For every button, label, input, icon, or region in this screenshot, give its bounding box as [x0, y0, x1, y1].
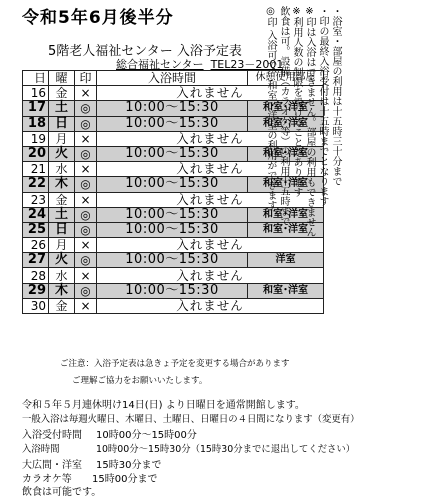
- center-tel: TEL23－2001: [210, 58, 284, 71]
- notice-line-2: ご理解ご協力をお願いいたします。: [72, 376, 208, 386]
- header-mark: 印: [75, 71, 97, 86]
- hall-value: 15時30分まで: [96, 460, 162, 471]
- dow-cell: 金: [49, 192, 75, 207]
- time-cell: 10:00～15:30: [97, 146, 248, 161]
- info-food: 飲食は可能です。: [22, 487, 102, 498]
- room-cell: 和室･洋室: [248, 101, 324, 116]
- center-name: 総合福祉センター: [116, 58, 204, 71]
- side-note-4: ※利用人数の制限を設けることがあります: [291, 6, 302, 197]
- header-room: 休憩使用部屋: [248, 71, 324, 86]
- day-cell: 20: [23, 146, 49, 161]
- side-note-2: ・印の最終入浴受付は十五時までとなります: [317, 6, 328, 206]
- info-line-2: 一般入浴は毎週火曜日、木曜日、土曜日、日曜日の４日間になります（変更有）: [22, 414, 360, 425]
- day-cell: 27: [23, 253, 49, 268]
- time-cell: 10:00～15:30: [97, 253, 248, 268]
- header-time: 入浴時間: [97, 71, 248, 86]
- table-row: [23, 268, 324, 283]
- info-line-1: 令和５年５月連休明け14日(日) より日曜日を通常開館します。: [22, 400, 305, 411]
- day-cell: 22: [23, 177, 49, 192]
- dow-cell: 月: [49, 131, 75, 146]
- dow-cell: 火: [49, 146, 75, 161]
- mark-cell: ◎: [75, 116, 97, 131]
- karaoke-label: カラオケ等: [22, 474, 72, 485]
- room-cell: 和室･洋室: [248, 116, 324, 131]
- info-hall: [22, 456, 161, 471]
- closed-cell: 入れません: [97, 298, 324, 313]
- mark-cell: ◎: [75, 253, 97, 268]
- hall-label: 大広間・洋室: [22, 460, 82, 471]
- table-row: [23, 283, 324, 298]
- karaoke-value: 15時00分まで: [92, 474, 158, 485]
- room-cell: 和室･洋室: [248, 177, 324, 192]
- day-cell: 18: [23, 116, 49, 131]
- mark-cell: ◎: [75, 177, 97, 192]
- room-cell: 和室･洋室: [248, 146, 324, 161]
- notice-line-1: ご注意：入浴予定表は急きょ予定を変更する場合があります: [60, 359, 290, 369]
- dow-cell: 土: [49, 207, 75, 222]
- day-cell: 28: [23, 268, 49, 283]
- mark-cell: ×: [75, 131, 97, 146]
- closed-cell: 入れません: [97, 238, 324, 253]
- header-dow: 曜: [49, 71, 75, 86]
- table-row: [23, 253, 324, 268]
- closed-cell: 入れません: [97, 192, 324, 207]
- closed-cell: 入れません: [97, 86, 324, 101]
- dow-cell: 金: [49, 86, 75, 101]
- reception-label: 入浴受付時間: [22, 430, 82, 441]
- dow-cell: 水: [49, 268, 75, 283]
- dow-cell: 日: [49, 222, 75, 237]
- table-row: [23, 298, 324, 313]
- dow-cell: 日: [49, 116, 75, 131]
- day-cell: 25: [23, 222, 49, 237]
- room-cell: 和室･洋室: [248, 283, 324, 298]
- mark-cell: ×: [75, 192, 97, 207]
- day-cell: 24: [23, 207, 49, 222]
- mark-cell: ×: [75, 86, 97, 101]
- page-title: 令和5年6月後半分: [22, 8, 174, 28]
- reception-value: 10時00分～15時00分: [96, 430, 197, 441]
- time-cell: 10:00～15:30: [97, 101, 248, 116]
- day-cell: 29: [23, 283, 49, 298]
- time-cell: 10:00～15:30: [97, 222, 248, 237]
- day-cell: 17: [23, 101, 49, 116]
- mark-cell: ◎: [75, 101, 97, 116]
- bathing-label: 入浴時間: [22, 444, 60, 455]
- day-cell: 21: [23, 162, 49, 177]
- mark-cell: ◎: [75, 283, 97, 298]
- mark-cell: ×: [75, 298, 97, 313]
- side-note-1: ・浴室・部屋の利用は十五時三十分まで: [330, 6, 341, 186]
- closed-cell: 入れません: [97, 131, 324, 146]
- room-cell: 洋室: [248, 253, 324, 268]
- dow-cell: 月: [49, 238, 75, 253]
- mark-cell: ×: [75, 268, 97, 283]
- time-cell: 10:00～15:30: [97, 207, 248, 222]
- dow-cell: 木: [49, 177, 75, 192]
- closed-cell: 入れません: [97, 162, 324, 177]
- day-cell: 26: [23, 238, 49, 253]
- day-cell: 30: [23, 298, 49, 313]
- dow-cell: 金: [49, 298, 75, 313]
- room-cell: 和室･洋室: [248, 207, 324, 222]
- day-cell: 23: [23, 192, 49, 207]
- side-note-6: ◎印 入浴可で、和室・洋室の利用ができます: [265, 6, 276, 211]
- mark-cell: ×: [75, 162, 97, 177]
- day-cell: 16: [23, 86, 49, 101]
- dow-cell: 水: [49, 162, 75, 177]
- dow-cell: 土: [49, 101, 75, 116]
- mark-cell: ×: [75, 238, 97, 253]
- table-row: [23, 238, 324, 253]
- closed-cell: 入れません: [97, 268, 324, 283]
- mark-cell: ◎: [75, 222, 97, 237]
- room-cell: 和室･洋室: [248, 222, 324, 237]
- side-note-3: ※印は入浴はできません。部屋の利用もできません: [304, 6, 315, 237]
- schedule-title: 5階老人福祉センター 入浴予定表: [48, 44, 242, 59]
- time-cell: 10:00～15:30: [97, 283, 248, 298]
- dow-cell: 火: [49, 253, 75, 268]
- dow-cell: 木: [49, 283, 75, 298]
- day-cell: 19: [23, 131, 49, 146]
- info-bathing: [22, 441, 355, 455]
- header-day: 日: [23, 71, 49, 86]
- time-cell: 10:00～15:30: [97, 177, 248, 192]
- time-cell: 10:00～15:30: [97, 116, 248, 131]
- side-note-5: 飲食は可。設備（カラオケ等）の利用十五時まで: [278, 6, 289, 226]
- mark-cell: ◎: [75, 146, 97, 161]
- mark-cell: ◎: [75, 207, 97, 222]
- bathing-value: 10時00分～15時30分（15時30分までに退出してください）: [96, 444, 356, 455]
- info-reception: [22, 426, 197, 441]
